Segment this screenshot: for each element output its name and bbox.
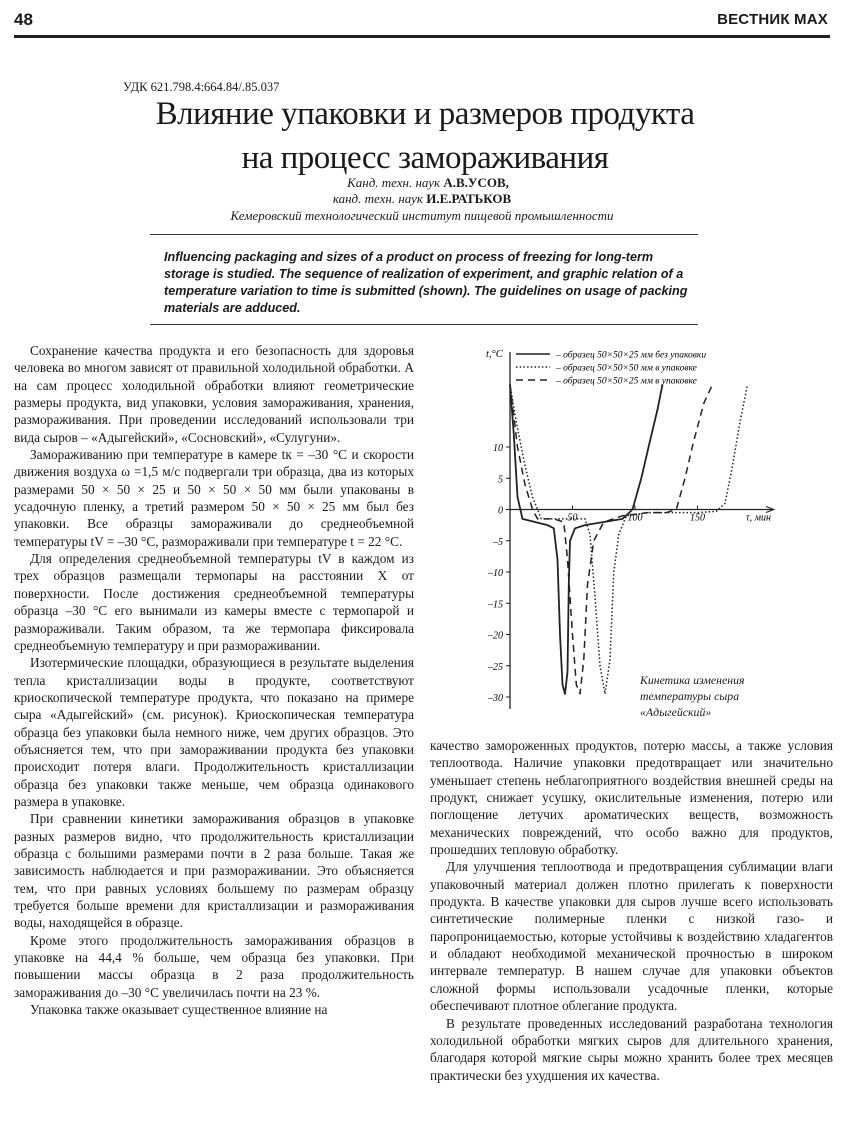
paragraph: Замораживанию при температуре в камере tк = –30 °С и скорости движения воздуха ω =1,5 м/с подвергали три образца, два из которых размерами 50 × 50 × 25 и 50 × 50 × 50 мм были упакованы в усадочную пленку, а третий размером 50 × 50 × 25 мм был без упаковки. Все образцы замораживали до среднеобъемной температуры tV = –30 °С, размораживали при температуре t = 22 °С. [14, 447, 414, 549]
paragraph: Кроме этого продолжительность замораживания образцов в упаковке на 44,4 % больше, чем образца без упаковки. При повышении массы образца в 2 раза продолжительность замораживания до –30 °С увеличилась почти на 23 %. [14, 932, 414, 1000]
institution: Кемеровский технологический институт пищевой промышленности [230, 208, 614, 223]
chart-series [510, 385, 748, 694]
journal-title: ВЕСТНИК МАХ [717, 11, 828, 28]
author-1-name: А.В.УСОВ, [443, 175, 509, 190]
y-tick-label: –30 [488, 693, 503, 704]
paragraph: качество замороженных продуктов, потерю массы, а также условия теплоотвода. Наличие упаковки предотвращает или значительно уменьшает степень неблагоприятного воздействия внешней среды на продукт, снижает усушку, окислительные изменения, потерю или поглощение летучих ароматических веществ, возможность механических повреждений, что особо важно для продуктов, прошедших тепловую обработку. [430, 738, 833, 858]
y-axis-label: t,°C [486, 349, 503, 360]
title-line-2: на процесс замораживания [241, 140, 609, 176]
udc-code: УДК 621.798.4:664.84/.85.037 [123, 80, 280, 94]
author-2 [0, 191, 844, 207]
paragraph: Сохранение качества продукта и его безопасность для здоровья человека во многом зависят от правильной холодильной обработки. А на сам процесс холодильной обработки влияют геометрические размеры продукта, вид упаковки, условия замораживания, хранения, размораживания. При проведении исследований использовали три вида сыров – «Адыгейский», «Сосновский», «Сулугуни». [14, 343, 414, 445]
caption-line-1: Кинетика изменения [640, 673, 745, 687]
series-line-3 [510, 385, 713, 694]
figure-caption [640, 672, 770, 720]
legend-label-1: – образец 50×50×25 мм без упаковки [556, 350, 707, 361]
author-2-degree: канд. техн. наук [332, 191, 427, 206]
x-tick-label: 50 [567, 512, 578, 524]
caption-line-2: температуры сыра [640, 689, 740, 703]
author-2-name: И.Е.РАТЬКОВ [426, 191, 512, 206]
caption-line-3: «Адыгейский» [640, 705, 712, 719]
author-1 [0, 175, 844, 191]
x-tick-label: 100 [627, 512, 643, 524]
paragraph: В результате проведенных исследований разработана технология холодильной обработки мягких сыров для длительного хранения, благодаря которой мягкие сыры можно хранить более трех месяцев практически без ухудшения их качества. [430, 1015, 833, 1083]
temperature-chart [430, 342, 834, 722]
page-number: 48 [14, 10, 33, 29]
y-tick-label: –10 [488, 568, 503, 579]
chart-legend [516, 350, 706, 387]
paragraph: Упаковка также оказывает существенное влияние на [30, 1002, 328, 1018]
series-line-2 [510, 385, 748, 694]
y-tick-label: 0 [498, 505, 503, 517]
header-rule [14, 35, 830, 38]
y-tick-label: 5 [498, 474, 503, 486]
y-tick-label: 10 [493, 443, 503, 454]
paragraph: При сравнении кинетики замораживания образцов в упаковке разных размеров видно, что продолжительность кристаллизации образца с большими размерами почти в 2 раза больше. Такая же зависимость наблюдается и при размораживании. Это объясняется тем, что при равных условиях большему по размерам образцу требуется больше времени для кристаллизации и размораживания воды, находящейся в образце. [14, 811, 414, 931]
body-column-left [14, 342, 414, 1018]
y-tick-label: –20 [488, 630, 503, 642]
abstract: Influencing packaging and sizes of a product on process of freezing for long-term storage is studied. The sequence of realization of experiment, and graphic relation of a temperature variation to time is submitted (shown). The guidelines on usage of packing materials are adduced. [150, 234, 698, 325]
legend-label-3: – образец 50×50×25 мм в упаковке [556, 376, 697, 387]
title-line-1: Влияние упаковки и размеров продукта [155, 96, 695, 132]
legend-label-2: – образец 50×50×50 мм в упаковке [556, 363, 697, 374]
series-line-1 [510, 385, 663, 694]
x-axis-label: τ, мин [746, 512, 771, 524]
paragraph: Для определения среднеобъемной температуры tV в каждом из трех образцов размещали термопары на расстоянии X от поверхности. После достижения среднеобъемной температуры образца –30 °С его вынимали из камеры вместе с термопарой и размораживали. Таким образом, та же термопара фиксировала среднеобъемную температуру и при размораживании. [14, 551, 414, 653]
y-tick-label: –5 [493, 536, 503, 548]
y-tick-label: –15 [488, 599, 503, 611]
paragraph: Изотермические площадки, образующиеся в результате выделения тепла кристаллизации воды в продукте, соответствуют криоскопической температуре продукта, что показано на примере сыра «Адыгейский» (см. рисунок). Криоскопическая температура образца без упаковки была немного ниже, чем других образцов. Это объясняется тем, что при замораживании продукта без упаковки происходит потеря влаги. Продолжительность кристаллизации образца без упаковки также меньше, чем образца одинакового размера в упаковке. [14, 655, 414, 809]
x-tick-label: 150 [690, 512, 705, 524]
paragraph: Для улучшения теплоотвода и предотвращения сублимации влаги упаковочный материал должен плотно прилегать к поверхности продукта. В качестве упаковки для сыров лучше всего использовать синтетические полимерные пленки с низкой газо- и паропроницаемостью, которые устойчивы к воздействию хладагентов и обладают необходимой механической прочностью в широком интервале температур. В нашем случае для упаковки объектов сложной формы использовали усадочные пленки, которые обеспечивают плотное облегание продукта. [430, 859, 833, 1014]
author-1-degree: Канд. техн. наук [347, 175, 444, 190]
y-tick-label: –25 [488, 661, 503, 673]
body-column-right [430, 737, 833, 1084]
article-title [40, 92, 810, 180]
chart-axes [486, 349, 774, 709]
